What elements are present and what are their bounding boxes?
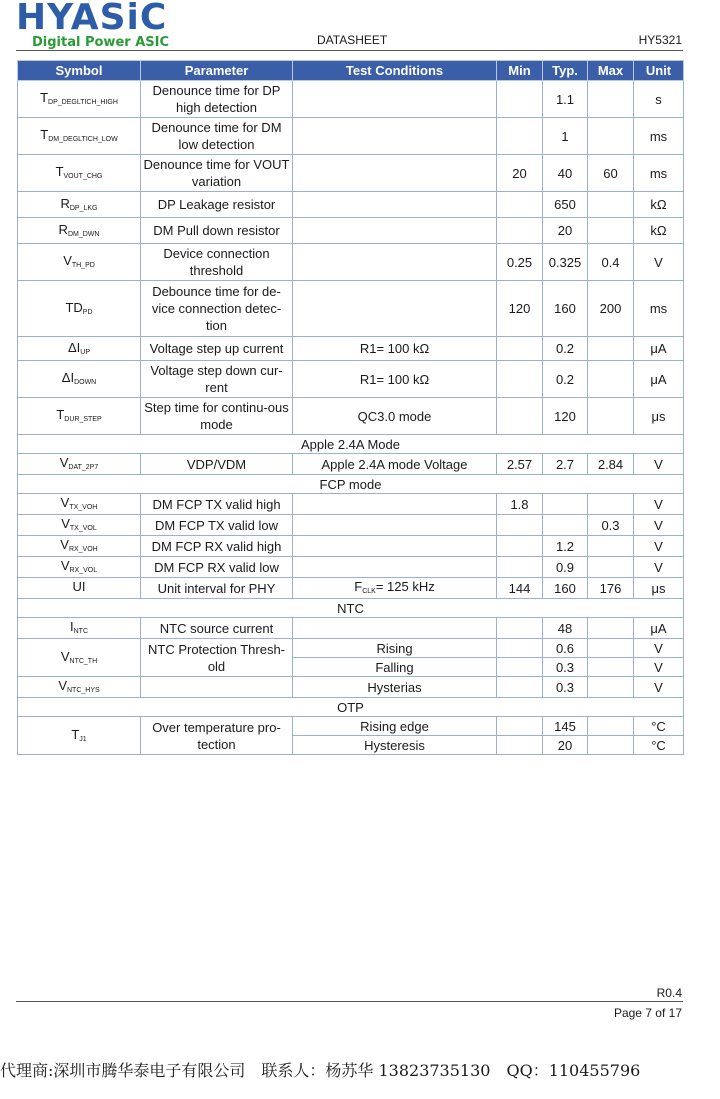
condition-cell — [293, 557, 497, 578]
condition-cell — [293, 81, 497, 118]
min-cell: 144 — [497, 578, 543, 599]
parameter-cell: Device connection threshold — [141, 244, 293, 281]
table-header-row — [18, 61, 684, 81]
parameter-cell: NTC Protection Thresh-old — [141, 639, 293, 677]
typ-cell: 120 — [543, 398, 588, 435]
section-title: OTP — [18, 698, 684, 717]
min-cell: 1.8 — [497, 494, 543, 515]
symbol-cell: $V_{NTC\_TH}$ — [18, 639, 141, 677]
condition-cell — [293, 515, 497, 536]
col-header-typ: Typ. — [543, 61, 588, 81]
logo-tagline: Digital Power ASIC — [32, 35, 170, 50]
table-row — [18, 454, 684, 475]
max-cell: 0.4 — [588, 244, 634, 281]
col-header-unit: Unit — [634, 61, 684, 81]
max-cell — [588, 717, 634, 736]
typ-cell — [543, 515, 588, 536]
min-cell — [497, 218, 543, 244]
unit-cell: °C — [634, 736, 684, 755]
condition-cell — [293, 536, 497, 557]
symbol-cell: $\Delta I_{DOWN}$ — [18, 361, 141, 398]
symbol-cell: $TD_{PD}$ — [18, 281, 141, 337]
max-cell — [588, 337, 634, 361]
condition-cell — [293, 155, 497, 192]
min-cell: 0.25 — [497, 244, 543, 281]
parameter-cell: DM Pull down resistor — [141, 218, 293, 244]
footer-divider — [16, 1001, 683, 1002]
typ-cell: 2.7 — [543, 454, 588, 475]
typ-cell: 0.9 — [543, 557, 588, 578]
condition-cell — [293, 494, 497, 515]
typ-cell: 20 — [543, 736, 588, 755]
typ-cell: 145 — [543, 717, 588, 736]
distributor-contact-line: 代理商:深圳市腾华泰电子有限公司 联系人：杨苏华 13823735130 QQ：110455796 — [0, 1061, 641, 1080]
condition-cell: Apple 2.4A mode Voltage — [293, 454, 497, 475]
col-header-min: Min — [497, 61, 543, 81]
condition-cell: R1= 100 kΩ — [293, 337, 497, 361]
unit-cell: μs — [634, 398, 684, 435]
parameter-cell: Voltage step down cur-rent — [141, 361, 293, 398]
unit-cell: V — [634, 536, 684, 557]
parameter-cell: Unit interval for PHY — [141, 578, 293, 599]
parameter-cell: Over temperature pro-tection — [141, 717, 293, 755]
condition-cell — [293, 192, 497, 218]
table-row — [18, 639, 684, 658]
max-cell — [588, 658, 634, 677]
typ-cell: 0.2 — [543, 361, 588, 398]
unit-cell: μs — [634, 578, 684, 599]
table-row — [18, 281, 684, 337]
header-divider — [16, 50, 683, 51]
condition-cell — [293, 244, 497, 281]
typ-cell: 1 — [543, 118, 588, 155]
condition-cell: Rising edge — [293, 717, 497, 736]
parameter-cell: DM FCP TX valid high — [141, 494, 293, 515]
table-row — [18, 515, 684, 536]
min-cell: 120 — [497, 281, 543, 337]
unit-cell: s — [634, 81, 684, 118]
typ-cell: 160 — [543, 578, 588, 599]
symbol-cell: UI — [18, 578, 141, 599]
min-cell: 2.57 — [497, 454, 543, 475]
max-cell — [588, 494, 634, 515]
typ-cell — [543, 494, 588, 515]
unit-cell: ms — [634, 155, 684, 192]
unit-cell: V — [634, 454, 684, 475]
parameter-cell: Denounce time for DM low detection — [141, 118, 293, 155]
max-cell — [588, 639, 634, 658]
section-title: Apple 2.4A Mode — [18, 435, 684, 454]
section-row-apple — [18, 435, 684, 454]
condition-cell — [293, 118, 497, 155]
max-cell — [588, 192, 634, 218]
condition-cell: Falling — [293, 658, 497, 677]
col-header-symbol: Symbol — [18, 61, 141, 81]
max-cell — [588, 536, 634, 557]
unit-cell: μA — [634, 618, 684, 639]
condition-cell: $F_{CLK}= 125$ kHz — [293, 578, 497, 599]
symbol-cell: $V_{TX\_VOL}$ — [18, 515, 141, 536]
parameter-cell: VDP/VDM — [141, 454, 293, 475]
max-cell: 200 — [588, 281, 634, 337]
page-number: Page 7 of 17 — [613, 1006, 682, 1020]
section-row-ntc — [18, 599, 684, 618]
section-row-otp — [18, 698, 684, 717]
max-cell: 60 — [588, 155, 634, 192]
table-row — [18, 81, 684, 118]
typ-cell: 1.1 — [543, 81, 588, 118]
unit-cell: μA — [634, 337, 684, 361]
parameter-cell: Denounce time for DP high detection — [141, 81, 293, 118]
min-cell — [497, 658, 543, 677]
parameter-cell: Denounce time for VOUT variation — [141, 155, 293, 192]
min-cell — [497, 677, 543, 698]
symbol-cell: $T_{DP\_DEGLTICH\_HIGH}$ — [18, 81, 141, 118]
unit-cell: kΩ — [634, 218, 684, 244]
min-cell: 20 — [497, 155, 543, 192]
max-cell — [588, 218, 634, 244]
typ-cell: 160 — [543, 281, 588, 337]
col-header-parameter: Parameter — [141, 61, 293, 81]
max-cell — [588, 677, 634, 698]
symbol-cell: $T_{J1}$ — [18, 717, 141, 755]
typ-cell: 0.2 — [543, 337, 588, 361]
parameter-cell: NTC source current — [141, 618, 293, 639]
table-row — [18, 155, 684, 192]
condition-cell: QC3.0 mode — [293, 398, 497, 435]
section-title: FCP mode — [18, 475, 684, 494]
symbol-cell: $V_{RX\_VOH}$ — [18, 536, 141, 557]
condition-cell: R1= 100 kΩ — [293, 361, 497, 398]
table-row — [18, 677, 684, 698]
min-cell — [497, 337, 543, 361]
typ-cell: 0.3 — [543, 677, 588, 698]
max-cell: 2.84 — [588, 454, 634, 475]
symbol-cell: $R_{DM\_DWN}$ — [18, 218, 141, 244]
symbol-cell: $R_{DP\_LKG}$ — [18, 192, 141, 218]
min-cell — [497, 398, 543, 435]
parameter-cell: DM FCP RX valid low — [141, 557, 293, 578]
electrical-characteristics-table — [17, 60, 684, 755]
symbol-cell: $V_{NTC\_HYS}$ — [18, 677, 141, 698]
table-row — [18, 361, 684, 398]
condition-cell — [293, 281, 497, 337]
min-cell — [497, 192, 543, 218]
part-number: HY5321 — [638, 33, 682, 47]
typ-cell: 20 — [543, 218, 588, 244]
parameter-cell: Step time for continu-ous mode — [141, 398, 293, 435]
table-row — [18, 244, 684, 281]
typ-cell: 1.2 — [543, 536, 588, 557]
symbol-cell: $\Delta I_{UP}$ — [18, 337, 141, 361]
symbol-cell: $V_{RX\_VOL}$ — [18, 557, 141, 578]
unit-cell: μA — [634, 361, 684, 398]
condition-cell: Rising — [293, 639, 497, 658]
min-cell — [497, 557, 543, 578]
typ-cell: 40 — [543, 155, 588, 192]
table-row — [18, 398, 684, 435]
typ-cell: 0.6 — [543, 639, 588, 658]
max-cell — [588, 361, 634, 398]
max-cell: 0.3 — [588, 515, 634, 536]
unit-cell: V — [634, 658, 684, 677]
unit-cell: V — [634, 244, 684, 281]
typ-cell: 650 — [543, 192, 588, 218]
table-row — [18, 578, 684, 599]
condition-cell: Hysterias — [293, 677, 497, 698]
max-cell — [588, 557, 634, 578]
unit-cell: V — [634, 557, 684, 578]
symbol-cell: $T_{DUR\_STEP}$ — [18, 398, 141, 435]
symbol-cell: $V_{TX\_VOH}$ — [18, 494, 141, 515]
col-header-max: Max — [588, 61, 634, 81]
table-row — [18, 557, 684, 578]
document-type: DATASHEET — [317, 33, 388, 47]
max-cell — [588, 398, 634, 435]
min-cell — [497, 361, 543, 398]
min-cell — [497, 736, 543, 755]
max-cell — [588, 618, 634, 639]
parameter-cell: DM FCP TX valid low — [141, 515, 293, 536]
unit-cell: V — [634, 494, 684, 515]
table-row — [18, 536, 684, 557]
table-row — [18, 618, 684, 639]
min-cell — [497, 717, 543, 736]
typ-cell: 0.3 — [543, 658, 588, 677]
table-row — [18, 337, 684, 361]
table-row — [18, 218, 684, 244]
unit-cell: V — [634, 515, 684, 536]
condition-cell: Hysteresis — [293, 736, 497, 755]
min-cell — [497, 118, 543, 155]
parameter-cell: Voltage step up current — [141, 337, 293, 361]
min-cell — [497, 515, 543, 536]
unit-cell: V — [634, 677, 684, 698]
section-title: NTC — [18, 599, 684, 618]
table-row — [18, 118, 684, 155]
table-row — [18, 192, 684, 218]
table-row — [18, 717, 684, 736]
company-logo — [16, 0, 169, 50]
col-header-test-conditions: Test Conditions — [293, 61, 497, 81]
max-cell — [588, 81, 634, 118]
condition-cell — [293, 618, 497, 639]
max-cell: 176 — [588, 578, 634, 599]
min-cell — [497, 536, 543, 557]
min-cell — [497, 81, 543, 118]
table-row — [18, 494, 684, 515]
unit-cell: ms — [634, 281, 684, 337]
min-cell — [497, 618, 543, 639]
unit-cell: ms — [634, 118, 684, 155]
symbol-cell: $V_{TH\_PD}$ — [18, 244, 141, 281]
unit-cell: kΩ — [634, 192, 684, 218]
parameter-cell: DP Leakage resistor — [141, 192, 293, 218]
symbol-cell: $T_{VOUT\_CHG}$ — [18, 155, 141, 192]
unit-cell: V — [634, 639, 684, 658]
unit-cell: °C — [634, 717, 684, 736]
symbol-cell: $T_{DM\_DEGLTICH\_LOW}$ — [18, 118, 141, 155]
section-row-fcp — [18, 475, 684, 494]
symbol-cell: $V_{DAT\_2P7}$ — [18, 454, 141, 475]
parameter-cell — [141, 677, 293, 698]
typ-cell: 0.325 — [543, 244, 588, 281]
logo-wordmark: HYASiC — [16, 0, 168, 38]
typ-cell: 48 — [543, 618, 588, 639]
max-cell — [588, 118, 634, 155]
max-cell — [588, 736, 634, 755]
condition-cell — [293, 218, 497, 244]
min-cell — [497, 639, 543, 658]
symbol-cell: $I_{NTC}$ — [18, 618, 141, 639]
revision-label: R0.4 — [656, 986, 682, 1000]
parameter-cell: Debounce time for de-vice connection detec-tion — [141, 281, 293, 337]
parameter-cell: DM FCP RX valid high — [141, 536, 293, 557]
